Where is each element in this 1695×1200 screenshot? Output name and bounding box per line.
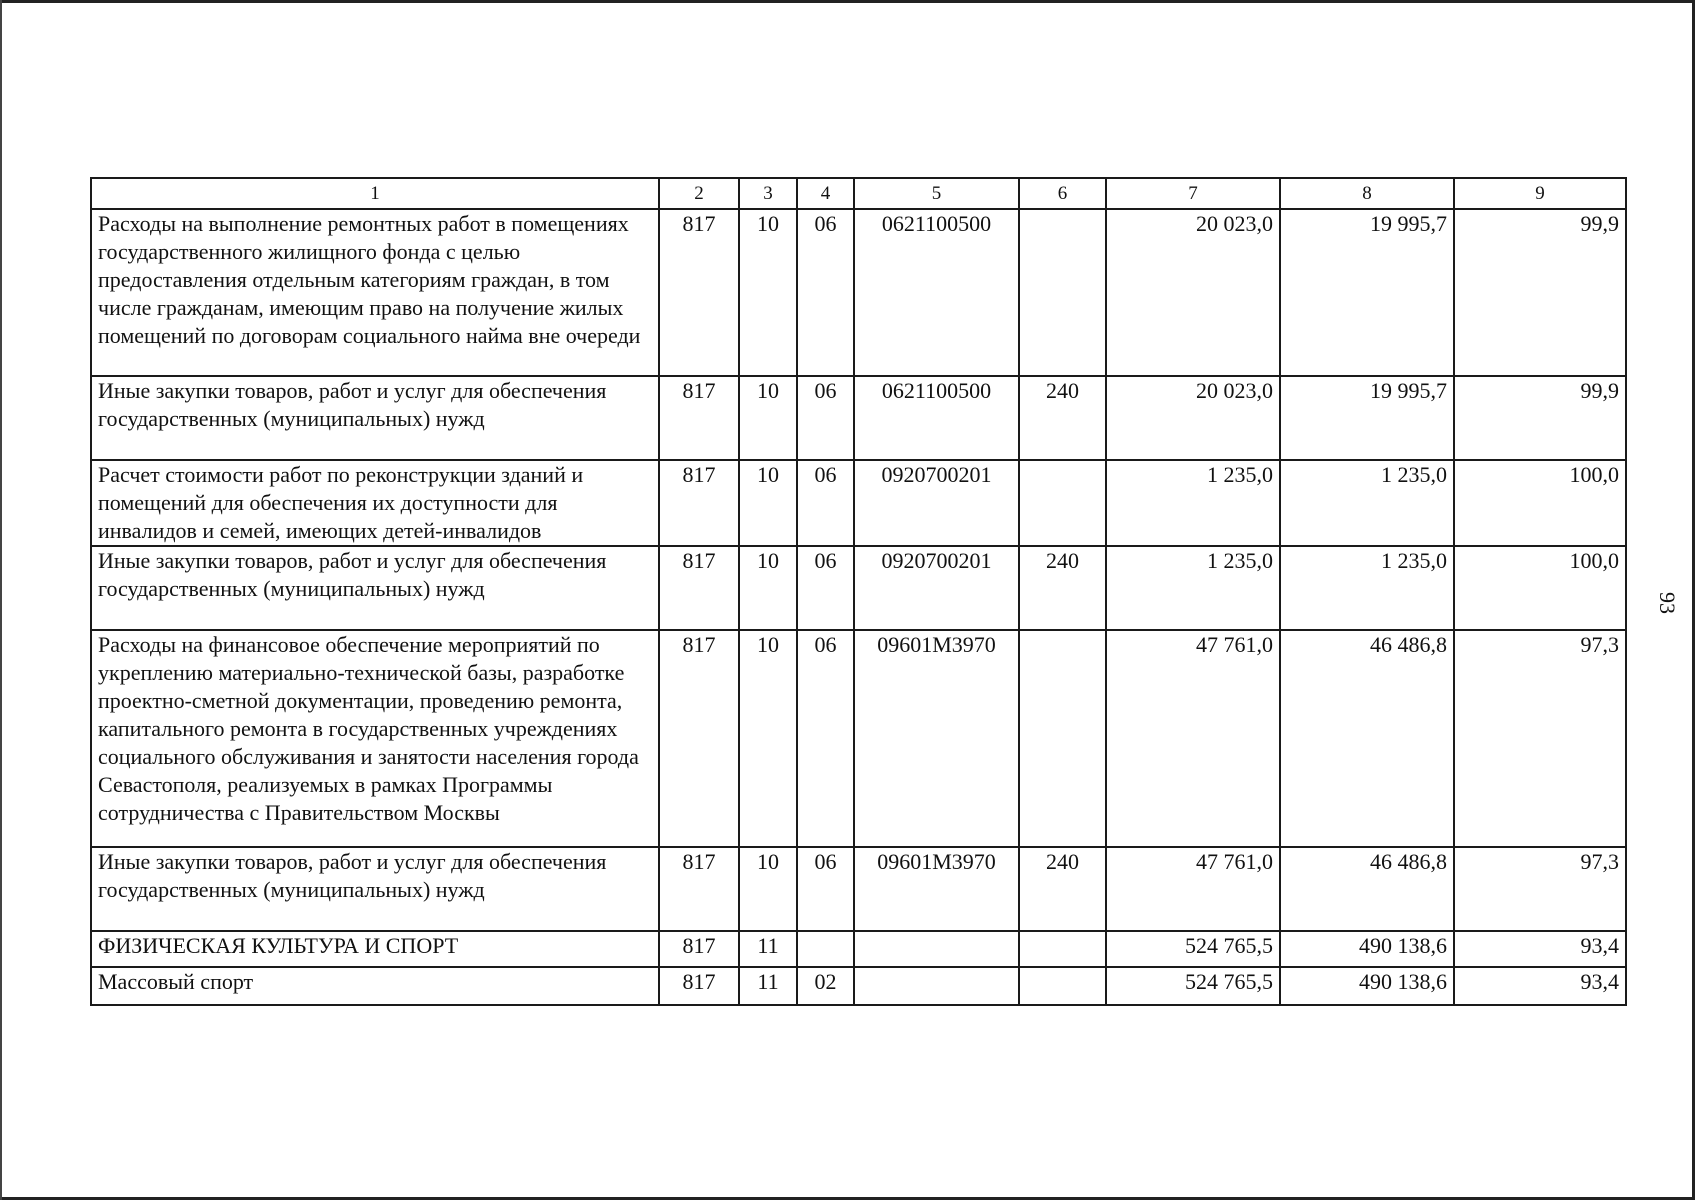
row-actual: 1 235,0 — [1280, 546, 1454, 630]
row-section: 10 — [739, 209, 797, 376]
row-percent: 100,0 — [1454, 546, 1626, 630]
header-col-6: 6 — [1019, 178, 1106, 209]
row-planned: 524 765,5 — [1106, 931, 1280, 967]
row-expense-type: 240 — [1019, 546, 1106, 630]
row-subsection: 06 — [797, 460, 854, 546]
row-target-article: 09601М3970 — [854, 630, 1019, 847]
row-actual: 490 138,6 — [1280, 967, 1454, 1005]
row-target-article: 0920700201 — [854, 546, 1019, 630]
scan-border-left — [0, 0, 2, 1200]
row-target-article: 0621100500 — [854, 209, 1019, 376]
header-col-1: 1 — [91, 178, 659, 209]
row-admin-code: 817 — [659, 376, 739, 460]
table-row — [91, 209, 1626, 376]
header-col-4: 4 — [797, 178, 854, 209]
row-target-article: 09601М3970 — [854, 847, 1019, 931]
row-actual: 46 486,8 — [1280, 847, 1454, 931]
row-name: Расходы на финансовое обеспечение мероприятий по укреплению материально-технической базы, разработке проектно-сметной документации, проведению ремонта, капитального ремонта в государственных учреждениях социального обслуживания и занятости населения города Севастополя, реализуемых в рамках Программы сотрудничества с Правительством Москвы — [91, 630, 659, 847]
row-percent: 97,3 — [1454, 630, 1626, 847]
header-col-8: 8 — [1280, 178, 1454, 209]
table-row — [91, 931, 1626, 967]
row-admin-code: 817 — [659, 630, 739, 847]
row-admin-code: 817 — [659, 460, 739, 546]
header-col-7: 7 — [1106, 178, 1280, 209]
table-row — [91, 847, 1626, 931]
row-expense-type — [1019, 460, 1106, 546]
row-name: Расчет стоимости работ по реконструкции зданий и помещений для обеспечения их доступности для инвалидов и семей, имеющих детей-инвалидов — [91, 460, 659, 546]
row-expense-type: 240 — [1019, 376, 1106, 460]
row-target-article: 0621100500 — [854, 376, 1019, 460]
row-name: Иные закупки товаров, работ и услуг для обеспечения государственных (муниципальных) нужд — [91, 546, 659, 630]
row-subsection: 06 — [797, 546, 854, 630]
row-percent: 100,0 — [1454, 460, 1626, 546]
row-planned: 20 023,0 — [1106, 209, 1280, 376]
row-target-article — [854, 931, 1019, 967]
row-actual: 490 138,6 — [1280, 931, 1454, 967]
row-expense-type — [1019, 967, 1106, 1005]
table-row — [91, 376, 1626, 460]
row-planned: 1 235,0 — [1106, 546, 1280, 630]
row-target-article — [854, 967, 1019, 1005]
header-row — [91, 178, 1626, 209]
row-actual: 19 995,7 — [1280, 376, 1454, 460]
budget-table — [90, 177, 1627, 1006]
row-expense-type — [1019, 630, 1106, 847]
header-col-9: 9 — [1454, 178, 1626, 209]
row-admin-code: 817 — [659, 546, 739, 630]
row-section: 11 — [739, 931, 797, 967]
row-planned: 47 761,0 — [1106, 847, 1280, 931]
row-section: 11 — [739, 967, 797, 1005]
row-planned: 47 761,0 — [1106, 630, 1280, 847]
table-row — [91, 460, 1626, 546]
row-section: 10 — [739, 630, 797, 847]
row-actual: 19 995,7 — [1280, 209, 1454, 376]
row-subsection: 06 — [797, 630, 854, 847]
row-admin-code: 817 — [659, 931, 739, 967]
row-subsection — [797, 931, 854, 967]
row-subsection: 02 — [797, 967, 854, 1005]
row-subsection: 06 — [797, 209, 854, 376]
header-col-5: 5 — [854, 178, 1019, 209]
row-expense-type: 240 — [1019, 847, 1106, 931]
row-name: ФИЗИЧЕСКАЯ КУЛЬТУРА И СПОРТ — [91, 931, 659, 967]
row-actual: 46 486,8 — [1280, 630, 1454, 847]
page-number: 93 — [1655, 592, 1680, 614]
row-section: 10 — [739, 847, 797, 931]
row-percent: 99,9 — [1454, 209, 1626, 376]
table-row — [91, 630, 1626, 847]
row-section: 10 — [739, 546, 797, 630]
row-expense-type — [1019, 931, 1106, 967]
row-name: Расходы на выполнение ремонтных работ в помещениях государственного жилищного фонда с целью предоставления отдельным категориям граждан, в том числе гражданам, имеющим право на получение жилых помещений по договорам социального найма вне очереди — [91, 209, 659, 376]
table-row — [91, 967, 1626, 1005]
row-planned: 524 765,5 — [1106, 967, 1280, 1005]
header-col-3: 3 — [739, 178, 797, 209]
row-admin-code: 817 — [659, 847, 739, 931]
row-percent: 97,3 — [1454, 847, 1626, 931]
row-actual: 1 235,0 — [1280, 460, 1454, 546]
row-expense-type — [1019, 209, 1106, 376]
header-col-2: 2 — [659, 178, 739, 209]
row-planned: 1 235,0 — [1106, 460, 1280, 546]
row-percent: 93,4 — [1454, 967, 1626, 1005]
row-target-article: 0920700201 — [854, 460, 1019, 546]
row-name: Иные закупки товаров, работ и услуг для обеспечения государственных (муниципальных) нужд — [91, 376, 659, 460]
row-admin-code: 817 — [659, 967, 739, 1005]
table-row — [91, 546, 1626, 630]
scan-border-top — [0, 0, 1695, 3]
row-subsection: 06 — [797, 376, 854, 460]
row-name: Массовый спорт — [91, 967, 659, 1005]
row-planned: 20 023,0 — [1106, 376, 1280, 460]
row-name: Иные закупки товаров, работ и услуг для обеспечения государственных (муниципальных) нужд — [91, 847, 659, 931]
row-percent: 93,4 — [1454, 931, 1626, 967]
row-percent: 99,9 — [1454, 376, 1626, 460]
row-section: 10 — [739, 376, 797, 460]
row-section: 10 — [739, 460, 797, 546]
row-subsection: 06 — [797, 847, 854, 931]
row-admin-code: 817 — [659, 209, 739, 376]
